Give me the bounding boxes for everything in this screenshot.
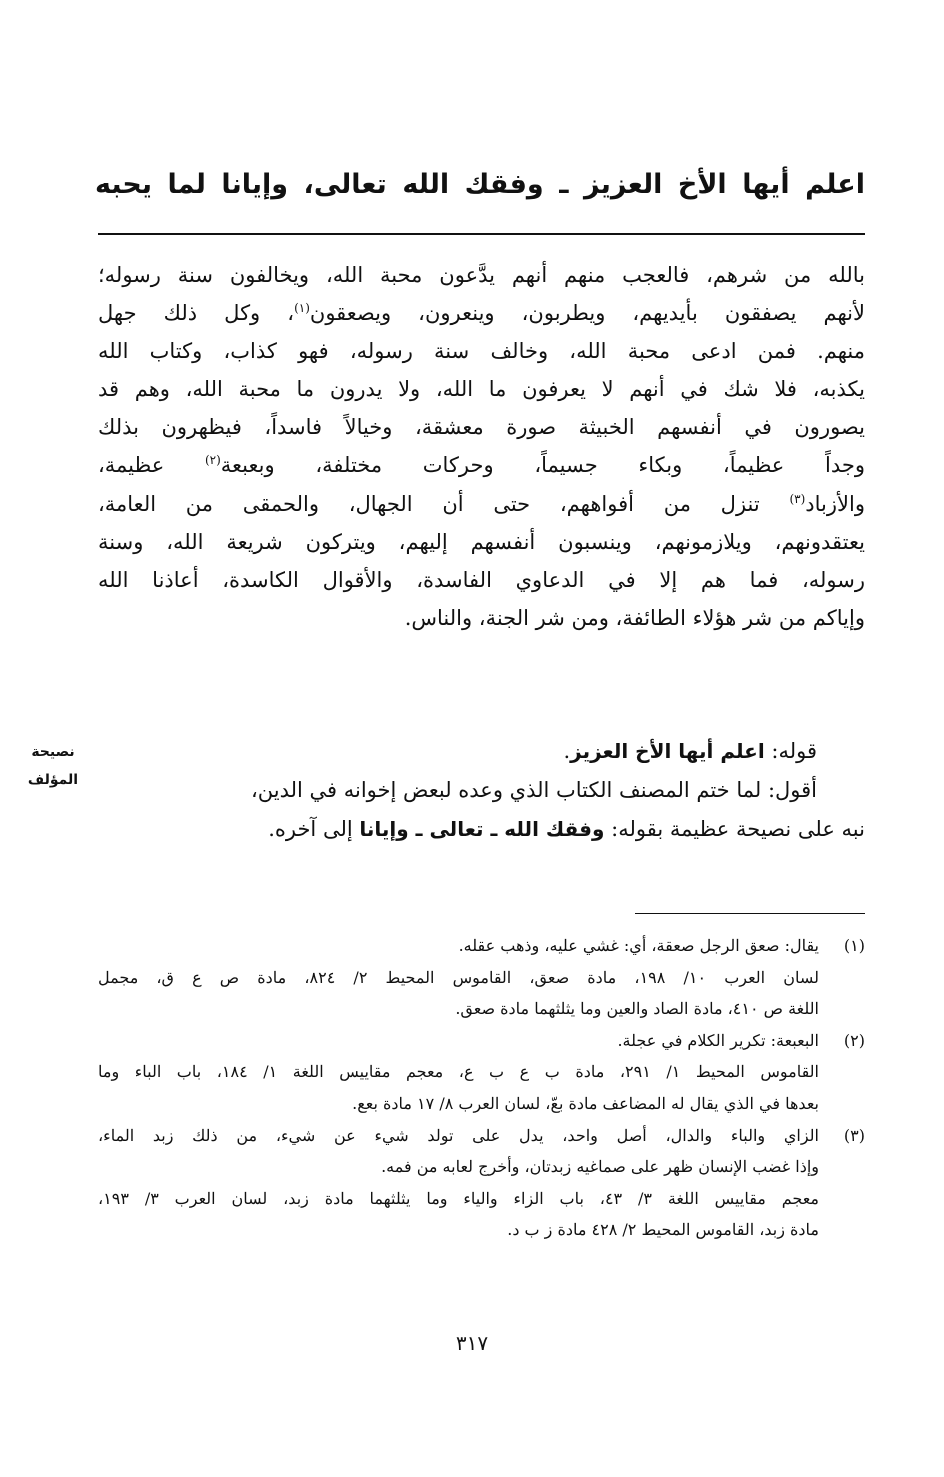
- body-line: منهم. فمن ادعى محبة الله، وخالف سنة رسوله، فهو كذاب، وكتاب الله: [98, 339, 865, 364]
- body-line-text: وجداً عظيماً، وبكاء جسيماً، وحركات مختلفة، وبعبعة: [220, 453, 866, 478]
- body-line: بالله من شرهم، فالعجب منهم أنهم يدَّعون محبة الله، ويخالفون سنة رسوله؛: [98, 263, 865, 287]
- body-text: [98, 256, 865, 637]
- body-line: يصورون في أنفسهم الخبيثة صورة معشقة، وخيالاً فاسداً، فيظهرون بذلك: [98, 415, 865, 440]
- footnote-number: (٣): [843, 1125, 865, 1145]
- footnote-line: القاموس المحيط ١/ ٢٩١، مادة ب ع ب ع، معجم مقاييس اللغة ١/ ١٨٤، باب الباء وما: [98, 1062, 819, 1082]
- margin-note: [22, 738, 84, 794]
- footnote-rule: [635, 913, 865, 914]
- page-number: ٣١٧: [455, 1331, 489, 1355]
- footnote-line: [98, 930, 865, 962]
- footnote-number: (٢): [843, 1030, 865, 1050]
- footnote-ref[interactable]: (٣): [789, 491, 806, 506]
- footnote-line: مادة زبد، القاموس المحيط ٢/ ٤٢٨ مادة ز ب د.: [507, 1220, 819, 1240]
- footnote-line: وإذا غضب الإنسان ظهر على صماغيه زبدتان، وأخرج لعابه من فمه.: [381, 1157, 819, 1177]
- footnote-number: (١): [843, 936, 865, 955]
- margin-note-line: المؤلف: [27, 772, 79, 788]
- comment-bold: وفقك الله ـ تعالى ـ وإيانا: [359, 817, 605, 841]
- footnote-line: معجم مقاييس اللغة ٣/ ٤٣، باب الزاء والياء وما يثلثهما مادة زبد، لسان العرب ٣/ ١٩٣،: [98, 1188, 819, 1208]
- footnote-text: البعبعة: تكرير الكلام في عجلة.: [617, 1030, 819, 1050]
- body-line: [98, 294, 865, 332]
- footnote-text: يقال: صعق الرجل صعقة، أي: غشي عليه، وذهب عقله.: [458, 936, 819, 955]
- footnote-line: [98, 1025, 865, 1057]
- body-line: رسوله، فما هم إلا في الدعاوي الفاسدة، والأقوال الكاسدة، أعاذنا الله: [98, 567, 865, 592]
- comment-line: [98, 810, 865, 849]
- body-line: [98, 485, 865, 523]
- body-line: وإياكم من شر هؤلاء الطائفة، ومن شر الجنة، والناس.: [404, 605, 865, 630]
- footnote-text: الزاي والباء والدال، أصل واحد، يدل على تولد شيء عن شيء، من ذلك زبد الماء،: [98, 1125, 819, 1145]
- margin-note-line: نصيحة: [31, 744, 75, 760]
- body-line-text: لأنهم يصفقون بأيديهم، ويطربون، وينعرون، ويصعقون: [309, 301, 865, 326]
- header-rule: [98, 233, 865, 235]
- quote-line: [98, 732, 865, 771]
- body-line: يكذبه، فلا شك في أنهم لا يعرفون ما الله، ولا يدرون ما محبة الله، وهم قد: [98, 377, 865, 402]
- footnote-line: [98, 1120, 865, 1152]
- running-header: اعلم أيها الأخ العزيز ـ وفقك الله تعالى، وإيانا لما يحبه: [95, 169, 865, 200]
- footnote-line: بعدها في الذي يقال له المضاعف مادة بعّ، لسان العرب ٨/ ١٧ مادة بعع.: [352, 1093, 819, 1113]
- body-line-text: ، وكل ذلك جهل: [98, 301, 295, 326]
- footnote-line: اللغة ص ٤١٠، مادة الصاد والعين وما يثلثهما مادة صعق.: [455, 999, 819, 1019]
- commentary-section: [98, 732, 865, 849]
- body-line-text: تنزل من أفواههم، حتى أن الجهال، والحمقى من العامة،: [98, 491, 790, 516]
- comment-suffix: إلى آخره.: [268, 817, 360, 841]
- body-line-text: عظيمة،: [98, 453, 205, 478]
- quote-prefix: قوله:: [764, 739, 817, 763]
- body-line-text: والأزباد: [805, 491, 865, 516]
- quote-end: .: [563, 739, 571, 763]
- body-line: [98, 446, 865, 484]
- footnote-ref[interactable]: (٢): [204, 453, 221, 468]
- comment-prefix: نبه على نصيحة عظيمة بقوله:: [604, 817, 865, 841]
- comment-line: أقول: لما ختم المصنف الكتاب الذي وعده لبعض إخوانه في الدين،: [250, 778, 817, 802]
- quote-bold: اعلم أيها الأخ العزيز: [570, 739, 765, 763]
- footnote-line: لسان العرب ١٠/ ١٩٨، مادة صعق، القاموس المحيط ٢/ ٨٢٤، مادة ص ع ق، مجمل: [98, 967, 820, 987]
- footnotes: [98, 930, 865, 1246]
- footnote-ref[interactable]: (١): [294, 301, 310, 316]
- body-line: يعتقدونهم، ويلازمونهم، وينسبون أنفسهم إليهم، ويتركون شريعة الله، وسنة: [98, 529, 865, 554]
